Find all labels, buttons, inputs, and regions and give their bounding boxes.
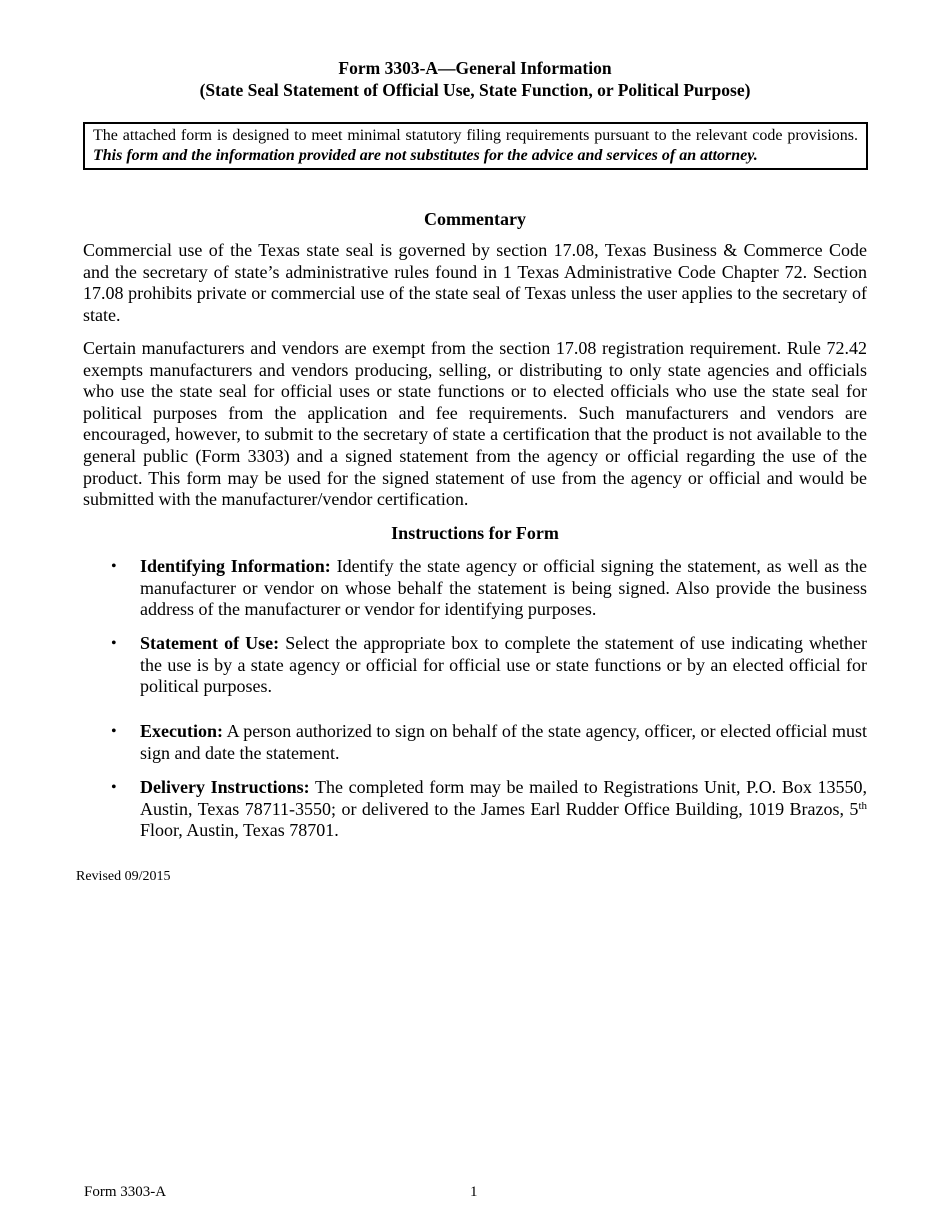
notice-box [83,122,868,170]
notice-text: The attached form is designed to meet minimal statutory filing requirements pursuant to the relevant code provisions. [93,127,858,144]
list-item-execution [83,721,867,764]
list-item-delivery-instructions [83,777,867,842]
bullet-icon: • [111,558,117,575]
list-item-statement-of-use [83,633,867,698]
page-title: Form 3303-A—General Information [338,58,612,78]
commentary-paragraph-2: Certain manufacturers and vendors are exempt from the section 17.08 registration requirement. Rule 72.42 exempts manufacturers and vendors producing, selling, or distributing to only state agencies and officials who use the state seal for official uses or state functions or to elected officials who use the state seal for political purposes from the application and fee requirements. Such manufacturers and vendors are encouraged, however, to submit to the secretary of state a certification that the product is not available to the general public (Form 3303) and a signed statement from the agency or official regarding the use of the product. This form may be used for the signed statement of use from the agency or official and would be submitted with the manufacturer/vendor certification. [83,338,867,510]
list-item-text: A person authorized to sign on behalf of the state agency, officer, or elected official must sign and date the statement. [140,721,867,763]
bullet-icon: • [111,635,117,652]
list-item-title: Execution: [140,721,223,741]
list-item-text-continued: Floor, Austin, Texas 78701. [140,820,339,841]
footer-form-label: Form 3303-A [84,1184,167,1200]
list-item-title: Statement of Use: [140,633,280,653]
commentary-paragraph-1: Commercial use of the Texas state seal is governed by section 17.08, Texas Business & Commerce Code and the secretary of state’s administrative rules found in 1 Texas Administrative Code Chapter 72. Section 17.08 prohibits private or commercial use of the state seal of Texas unless the user applies to the secretary of state. [83,240,867,325]
list-item-title: Delivery Instructions: [140,777,310,797]
list-item-text: Identify the state agency or official signing the statement, as well as the manufacturer or vendor on whose behalf the statement is being signed. Also provide the business address of the manufacturer or vendor for identifying purposes. [140,556,867,620]
superscript-ordinal: th [858,799,867,812]
instructions-heading: Instructions for Form [391,523,559,543]
bullet-icon: • [111,779,117,796]
page-subtitle: (State Seal Statement of Official Use, State Function, or Political Purpose) [199,80,751,100]
list-item-identifying-information [83,556,867,621]
notice-emphasis: This form and the information provided are not substitutes for the advice and services of an attorney. [93,147,758,164]
footer-page-number: 1 [470,1184,478,1200]
list-item-text: The completed form may be mailed to Registrations Unit, P.O. Box 13550, Austin, Texas 78711-3550; or delivered to the James Earl Rudder Office Building, 1019 Brazos, 5 [140,777,867,819]
list-item-text: Select the appropriate box to complete the statement of use indicating whether the use is by a state agency or official for official use or state functions or by an elected official for political purposes. [140,633,868,697]
bullet-icon: • [111,723,117,740]
revision-date: Revised 09/2015 [76,869,171,884]
commentary-heading: Commentary [424,209,526,229]
list-item-title: Identifying Information: [140,556,331,576]
